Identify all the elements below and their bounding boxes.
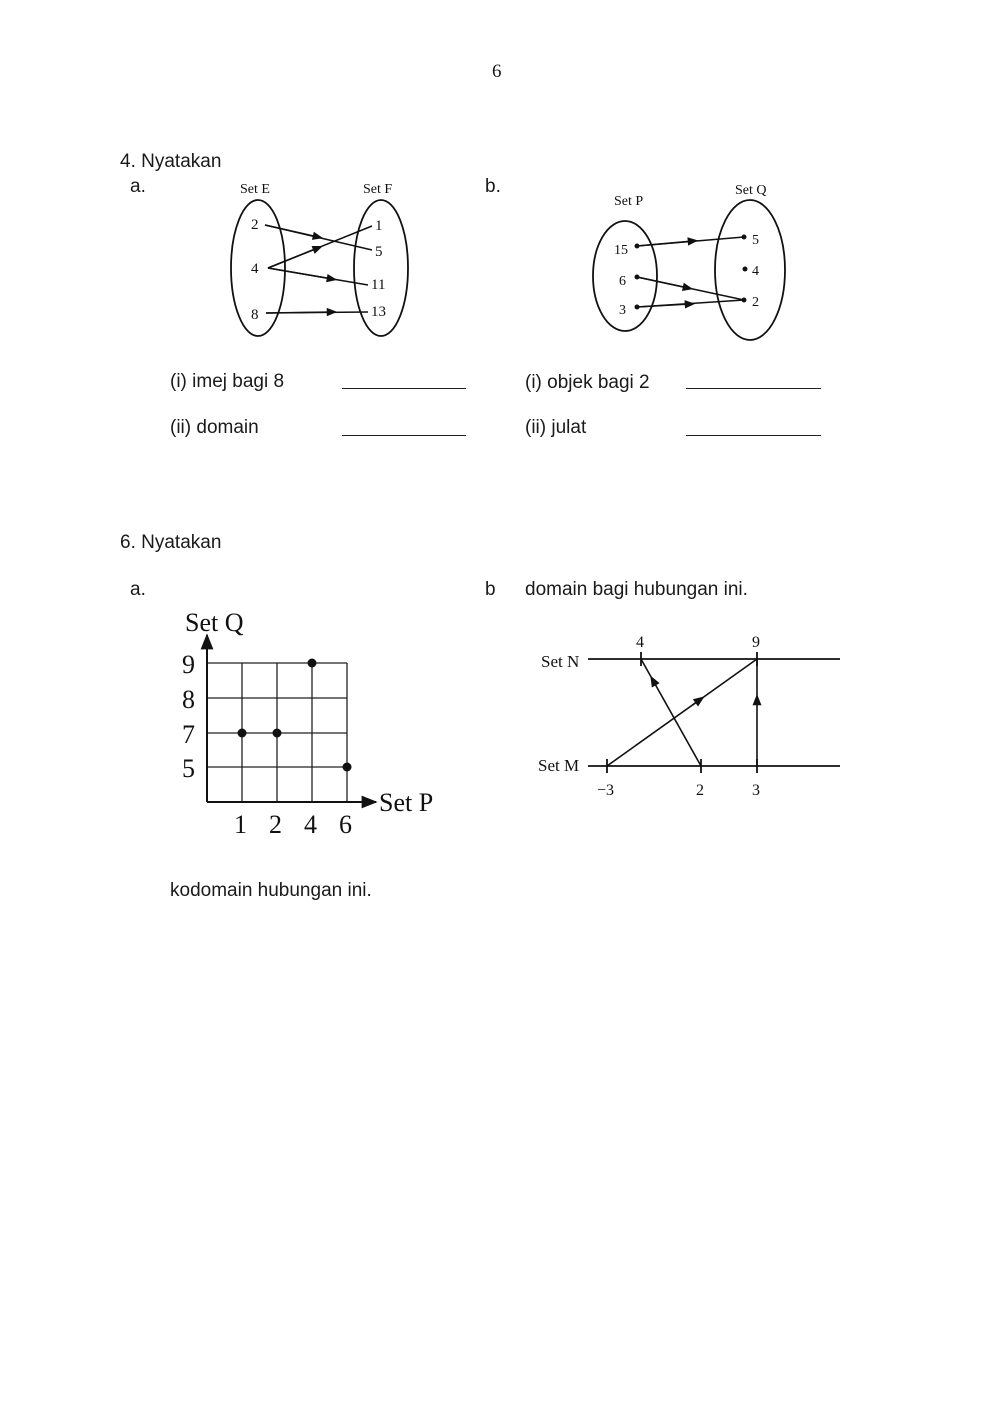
set-n-tick-label: 4 (636, 634, 644, 651)
set-p-element: 15 (614, 243, 628, 258)
set-e-title: Set E (240, 182, 270, 197)
question-4a-ii: (ii) domain (170, 417, 259, 438)
question-4a-i: (i) imej bagi 8 (170, 371, 285, 392)
set-f-element: 11 (371, 277, 386, 293)
question-4-heading: 4. Nyatakan (120, 151, 222, 172)
set-q-title: Set Q (735, 183, 767, 198)
y-tick-label: 9 (182, 650, 195, 679)
x-tick-label: 4 (304, 810, 317, 839)
set-m-tick-label: 2 (696, 782, 704, 799)
arrow-head (693, 700, 701, 705)
set-e-element: 4 (251, 261, 259, 277)
question-4b-i: (i) objek bagi 2 (525, 372, 650, 393)
set-q-element: 2 (752, 295, 759, 310)
y-tick-label: 5 (182, 754, 195, 783)
set-p-title: Set P (614, 194, 644, 209)
arrow-head (653, 680, 656, 685)
set-n-tick-label: 9 (752, 634, 760, 651)
mapping-arrow (607, 659, 757, 766)
page-number: 6 (492, 61, 502, 82)
set-f-element: 5 (375, 244, 383, 260)
question-6a-prompt: kodomain hubungan ini. (170, 880, 372, 901)
x-tick-label: 2 (269, 810, 282, 839)
set-q-element: 5 (752, 233, 759, 248)
set-e-element: 2 (251, 217, 259, 233)
question-6-heading: 6. Nyatakan (120, 532, 222, 553)
set-m-tick-label: −3 (597, 782, 615, 799)
set-e-element: 8 (251, 307, 259, 323)
question-4b-label: b. (485, 176, 501, 197)
question-4a-label: a. (130, 176, 146, 197)
mapping-arrow (641, 659, 701, 766)
x-axis-label: Set P (379, 788, 434, 817)
set-f-title: Set F (363, 182, 393, 197)
y-axis-label: Set Q (185, 608, 244, 637)
question-6b-label: b (485, 579, 496, 600)
set-f-element: 13 (371, 304, 386, 320)
set-n-label: Set N (541, 652, 580, 671)
question-4b-ii: (ii) julat (525, 417, 587, 438)
set-p-element: 3 (619, 303, 626, 318)
set-q-element: 4 (752, 264, 759, 279)
y-tick-label: 7 (182, 720, 195, 749)
set-m-tick-label: 3 (752, 782, 760, 799)
set-p-element: 6 (619, 274, 626, 289)
question-6b-prompt: domain bagi hubungan ini. (525, 579, 748, 600)
set-f-element: 1 (375, 218, 383, 234)
set-m-label: Set M (538, 756, 580, 775)
question-6a-label: a. (130, 579, 146, 600)
x-tick-label: 1 (234, 810, 247, 839)
x-tick-label: 6 (339, 810, 352, 839)
y-tick-label: 8 (182, 685, 195, 714)
